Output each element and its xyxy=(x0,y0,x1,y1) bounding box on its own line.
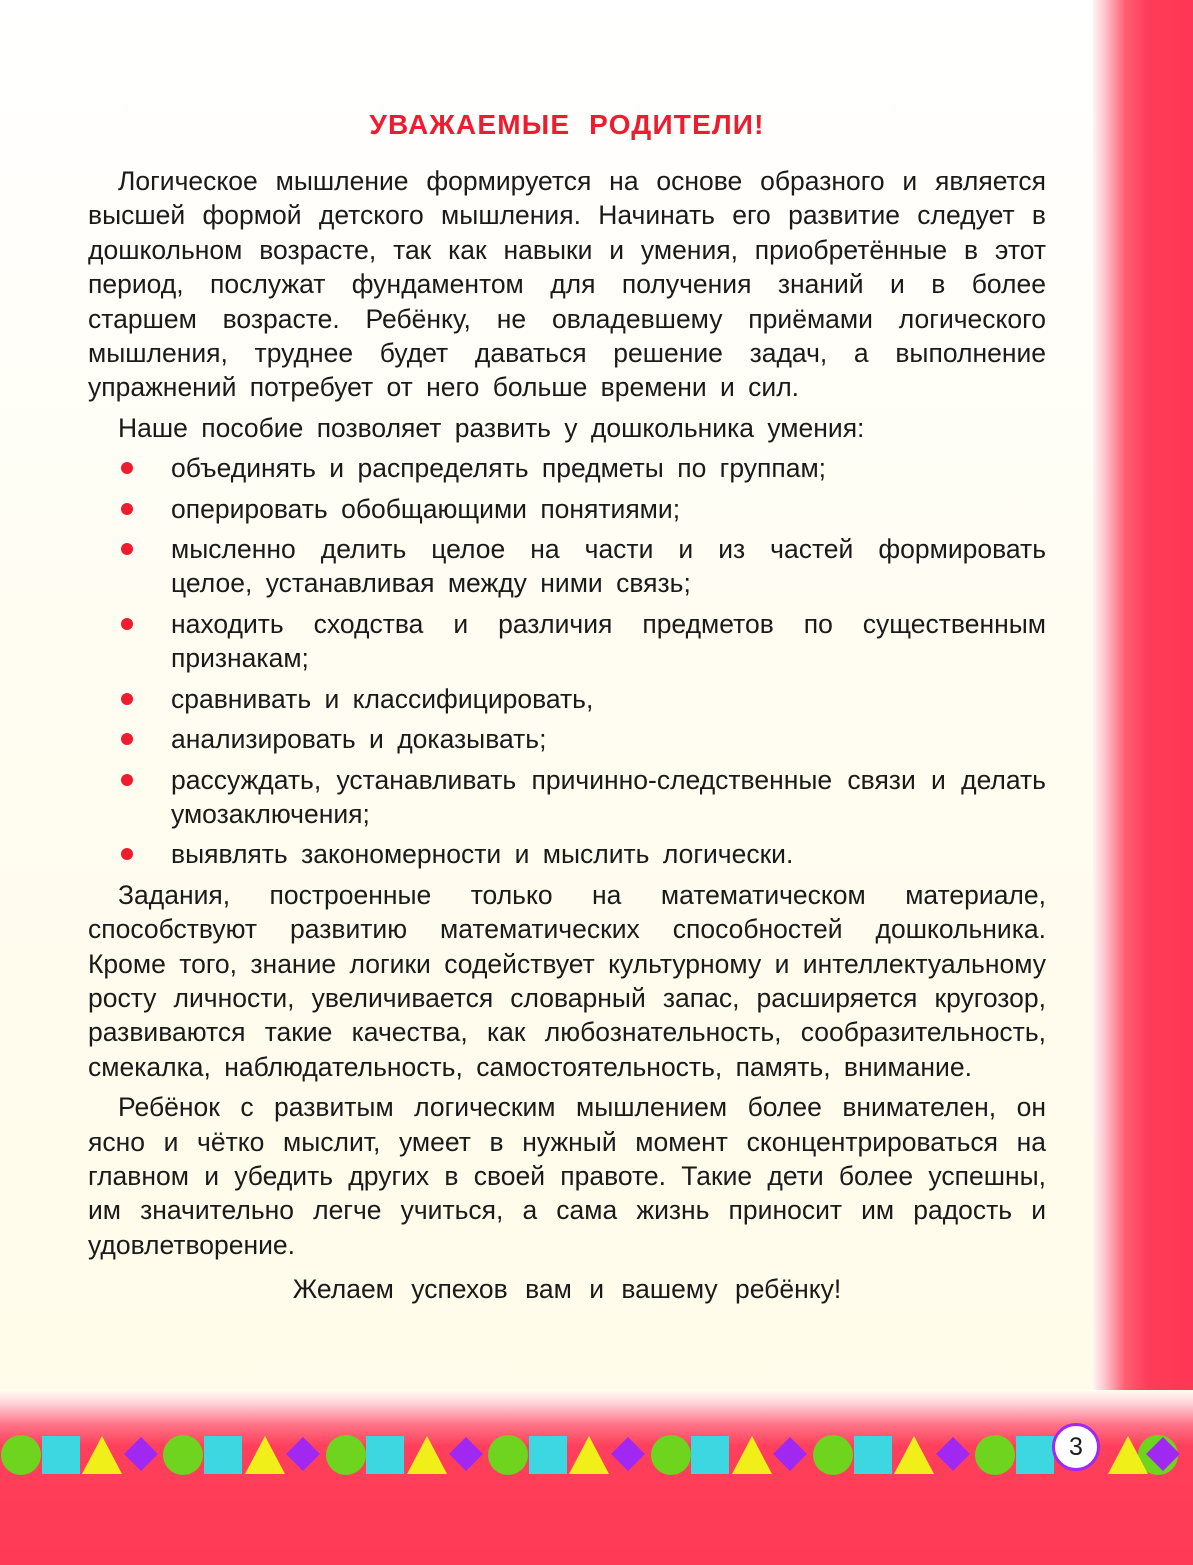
square-shape-icon xyxy=(691,1436,729,1474)
list-item xyxy=(88,451,1046,485)
square-shape-icon xyxy=(529,1436,567,1474)
geometric-shapes-border xyxy=(0,1433,1193,1477)
bullet-icon xyxy=(121,503,133,515)
list-item-text: мысленно делить целое на части и из частей формировать целое, устанавливая между ними связь; xyxy=(171,534,1046,599)
triangle-shape-icon xyxy=(569,1436,609,1474)
triangle-shape-icon xyxy=(245,1436,285,1474)
diamond-shape-icon xyxy=(286,1437,320,1471)
list-item xyxy=(88,492,1046,526)
square-shape-icon xyxy=(366,1436,404,1474)
circle-shape-icon xyxy=(326,1435,366,1475)
diamond-shape-icon xyxy=(124,1437,158,1471)
circle-shape-icon xyxy=(813,1435,853,1475)
triangle-shape-icon xyxy=(894,1436,934,1474)
diamond-shape-icon xyxy=(449,1437,483,1471)
list-item-text: рассуждать, устанавливать причинно-следственные связи и делать умозаключения; xyxy=(171,764,1046,829)
page-number-badge: 3 xyxy=(1052,1423,1100,1471)
bullet-icon xyxy=(121,462,133,474)
circle-shape-icon xyxy=(975,1435,1015,1475)
diamond-shape-icon xyxy=(936,1437,970,1471)
square-shape-icon xyxy=(1016,1436,1054,1474)
triangle-shape-icon xyxy=(732,1436,772,1474)
bullet-icon xyxy=(121,733,133,745)
list-item-text: анализировать и доказывать; xyxy=(171,724,547,755)
skills-list xyxy=(88,451,1046,871)
letter-content xyxy=(88,108,1046,1313)
triangle-shape-icon xyxy=(82,1436,122,1474)
list-item-text: объединять и распределять предметы по группам; xyxy=(171,453,827,484)
bullet-icon xyxy=(121,774,133,786)
list-item xyxy=(88,763,1046,832)
list-item-text: оперировать обобщающими понятиями; xyxy=(171,493,681,524)
benefits-paragraph: Задания, построенные только на математическом материале, способствуют развитию математических способностей дошкольника. Кроме того, знание логики содействует культурному и интеллектуальному росту личности, увеличивается словарный запас, расширяется кругозор, развиваются такие качества, как любознательность, сообразительность, смекалка, наблюдательность, самостоятельность, память, внимание. xyxy=(88,879,1046,1082)
bottom-decorative-band xyxy=(0,1390,1193,1565)
bullet-icon xyxy=(121,693,133,705)
skills-intro: Наше пособие позволяет развить у дошкольника умения: xyxy=(118,412,865,443)
page-title: УВАЖАЕМЫЕ РОДИТЕЛИ! xyxy=(369,109,765,140)
list-item xyxy=(88,837,1046,871)
right-decorative-band xyxy=(1093,0,1193,1565)
diamond-shape-icon xyxy=(773,1437,807,1471)
list-item-text: сравнивать и классифицировать, xyxy=(171,683,594,714)
circle-shape-icon xyxy=(1,1435,41,1475)
circle-shape-icon xyxy=(488,1435,528,1475)
square-shape-icon xyxy=(42,1436,80,1474)
diamond-shape-icon xyxy=(611,1437,645,1471)
list-item xyxy=(88,532,1046,601)
intro-paragraph: Логическое мышление формируется на основе образного и является высшей формой детского мышления. Начинать его развитие следует в дошкольном возрасте, так как навыки и умения, приобретённые в этот период, послужат фундаментом для получения знаний и в более старшем возрасте. Ребёнку, не овладевшему приёмами логического мышления, труднее будет даваться решение задач, а выполнение упражнений потребует от него больше времени и сил. xyxy=(88,166,1046,403)
list-item xyxy=(88,722,1046,756)
triangle-shape-icon xyxy=(407,1436,447,1474)
bullet-icon xyxy=(121,618,133,630)
circle-shape-icon xyxy=(651,1435,691,1475)
bullet-icon xyxy=(121,543,133,555)
circle-shape-icon xyxy=(163,1435,203,1475)
list-item xyxy=(88,607,1046,676)
bullet-icon xyxy=(121,848,133,860)
list-item-text: выявлять закономерности и мыслить логически. xyxy=(171,839,794,870)
list-item xyxy=(88,682,1046,716)
closing-wish: Желаем успехов вам и вашему ребёнку! xyxy=(292,1274,842,1305)
square-shape-icon xyxy=(204,1436,242,1474)
outcome-paragraph: Ребёнок с развитым логическим мышлением более внимателен, он ясно и чётко мыслит, умеет в нужный момент сконцентрироваться на главном и убедить других в своей правоте. Такие дети более успешны, им значительно легче учиться, а сама жизнь приносит им радость и удовлетворение. xyxy=(88,1092,1046,1260)
list-item-text: находить сходства и различия предметов по существенным признакам; xyxy=(171,608,1046,674)
triangle-shape-icon xyxy=(1108,1436,1148,1474)
square-shape-icon xyxy=(854,1436,892,1474)
